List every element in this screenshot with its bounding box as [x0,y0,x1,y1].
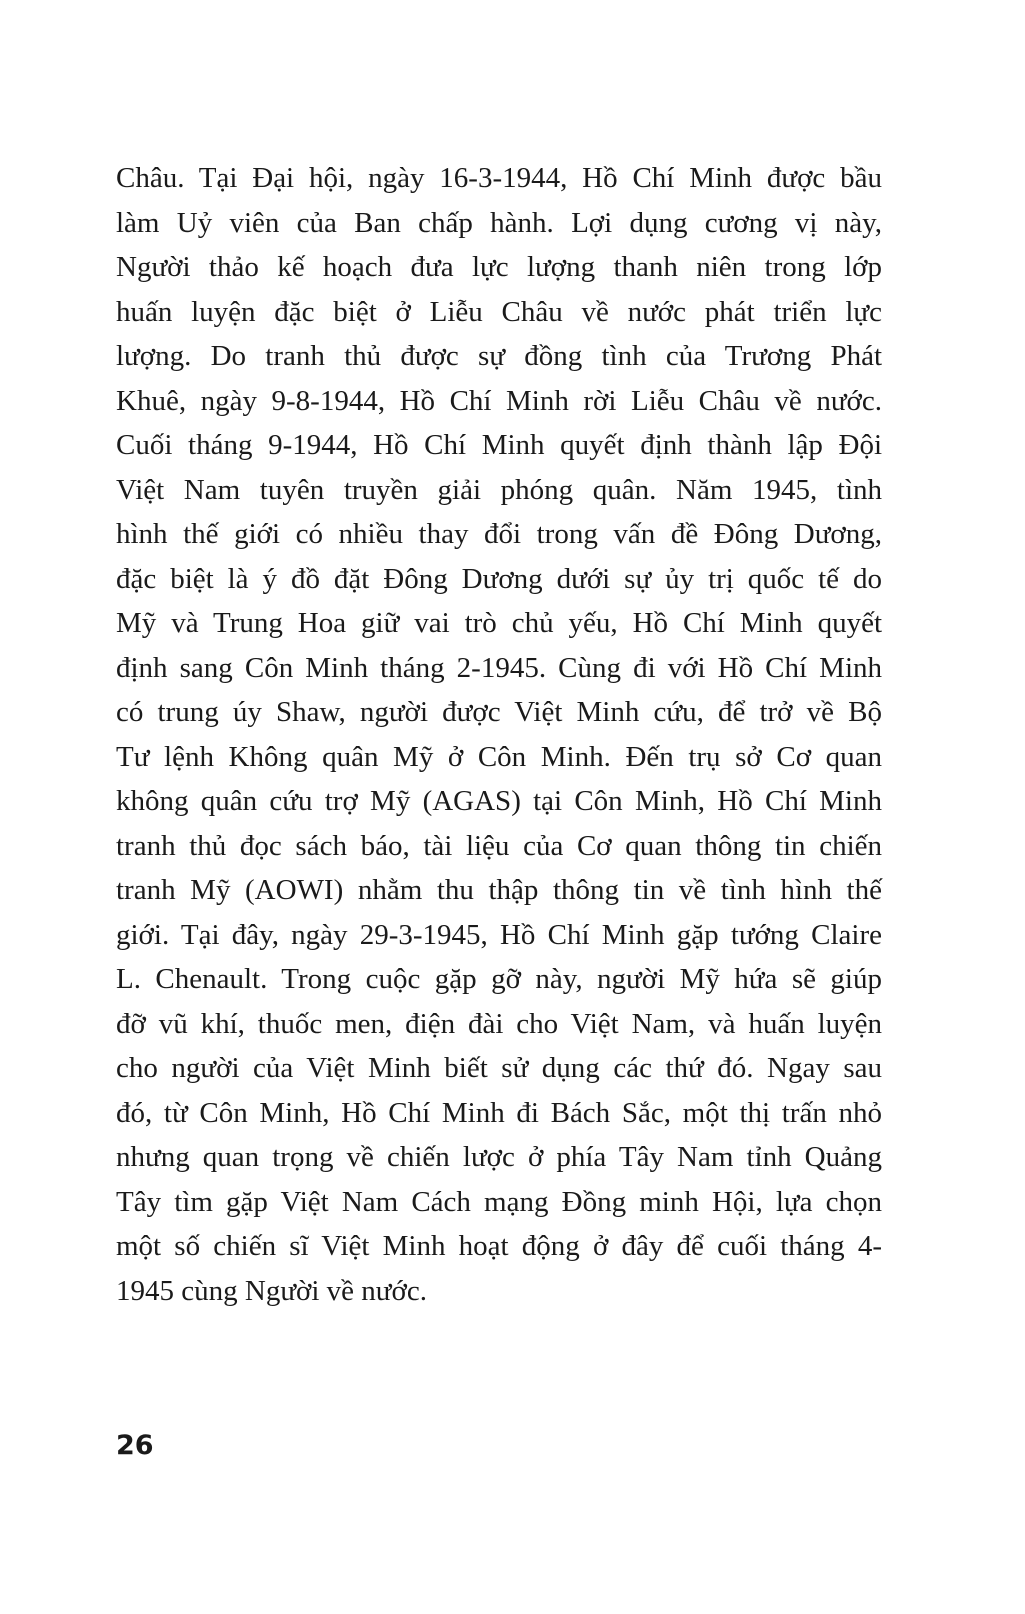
text-line: giới. Tại đây, ngày 29-3-1945, Hồ Chí Minh gặp tướng Claire [116,918,882,951]
text-line: L. Chenault. Trong cuộc gặp gỡ này, người Mỹ hứa sẽ giúp [116,963,882,995]
text-line: Tư lệnh Không quân Mỹ ở Côn Minh. Đến trụ sở Cơ quan [116,740,882,773]
text-line: Tây tìm gặp Việt Nam Cách mạng Đồng minh Hội, lựa chọn [116,1185,882,1218]
text-line: Khuê, ngày 9-8-1944, Hồ Chí Minh rời Liễu Châu về nước. [116,384,882,417]
text-line: đó, từ Côn Minh, Hồ Chí Minh đi Bách Sắc, một thị trấn nhỏ [116,1096,882,1129]
text-line: một số chiến sĩ Việt Minh hoạt động ở đây để cuối tháng 4- [116,1230,882,1262]
text-line: làm Uỷ viên của Ban chấp hành. Lợi dụng cương vị này, [116,206,882,239]
text-line: hình thế giới có nhiều thay đổi trong vấn đề Đông Dương, [116,518,882,550]
text-line: nhưng quan trọng về chiến lược ở phía Tây Nam tỉnh Quảng [116,1141,882,1173]
text-line: Mỹ và Trung Hoa giữ vai trò chủ yếu, Hồ Chí Minh quyết [116,607,882,639]
text-line: Người thảo kế hoạch đưa lực lượng thanh niên trong lớp [116,251,882,283]
text-line: không quân cứu trợ Mỹ (AGAS) tại Côn Minh, Hồ Chí Minh [116,785,882,817]
text-line: lượng. Do tranh thủ được sự đồng tình của Trương Phát [116,340,882,372]
page-number: 26 [116,1430,154,1461]
text-line: Cuối tháng 9-1944, Hồ Chí Minh quyết định thành lập Đội [116,429,882,461]
body-paragraph [116,156,882,1313]
text-line: đỡ vũ khí, thuốc men, điện đài cho Việt Nam, và huấn luyện [116,1007,882,1040]
text-line: huấn luyện đặc biệt ở Liễu Châu về nước phát triển lực [116,295,882,328]
text-line: Việt Nam tuyên truyền giải phóng quân. Năm 1945, tình [116,473,882,506]
text-line-last: 1945 cùng Người về nước. [116,1274,427,1307]
text-line: đặc biệt là ý đồ đặt Đông Dương dưới sự ủy trị quốc tế do [116,562,882,595]
text-line: tranh Mỹ (AOWI) nhằm thu thập thông tin về tình hình thế [116,874,882,906]
text-line: cho người của Việt Minh biết sử dụng các thứ đó. Ngay sau [116,1052,882,1084]
text-line: tranh thủ đọc sách báo, tài liệu của Cơ quan thông tin chiến [116,829,882,862]
text-line: Châu. Tại Đại hội, ngày 16-3-1944, Hồ Chí Minh được bầu [116,162,882,194]
text-line: định sang Côn Minh tháng 2-1945. Cùng đi với Hồ Chí Minh [116,651,882,684]
text-line: có trung úy Shaw, người được Việt Minh cứu, để trở về Bộ [116,696,882,728]
